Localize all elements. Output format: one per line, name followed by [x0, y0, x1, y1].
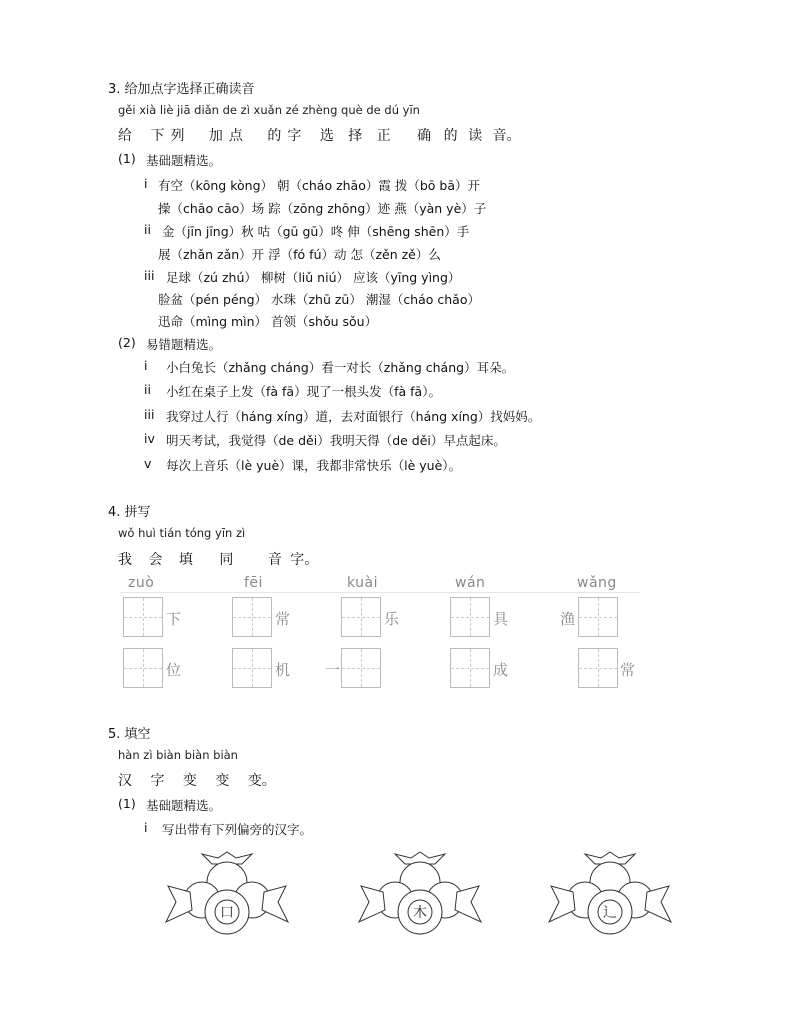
q4-title	[118, 549, 318, 569]
q5-sub1-num: (1)	[118, 796, 136, 811]
q3-err-num: iii	[144, 407, 155, 422]
q3-char: 确	[417, 128, 432, 144]
q3-char: 的字	[267, 128, 308, 144]
q3-sub1-title: 基础题精选。	[146, 153, 222, 168]
q3-err-num: v	[144, 456, 152, 471]
q3-row-line: 操（chāo cāo）场 踪（zōng zhōng）迹 燕（yàn yè）子	[158, 201, 487, 216]
radical-text: 口	[220, 905, 234, 921]
grid-pinyin: kuài	[347, 575, 379, 591]
q4-char: 会	[148, 552, 163, 568]
q3-err-num: ii	[144, 382, 151, 397]
radical-text: 木	[413, 905, 427, 921]
answer-box[interactable]	[450, 597, 490, 637]
radical-text: 辶	[603, 905, 617, 921]
q3-char: 下列	[150, 128, 191, 144]
grid-char: 机	[275, 661, 291, 679]
q5-char: 字	[150, 773, 165, 789]
q3-char: 音。	[492, 128, 521, 144]
grid-char: 常	[275, 610, 291, 628]
grid-char: 一	[325, 661, 341, 679]
q5-i-text: 写出带有下列偏旁的汉字。	[162, 822, 313, 837]
q3-sub1-num: (1)	[118, 151, 136, 166]
q3-row-line: 足球（zú zhú） 柳树（liǔ niú） 应该（yīng yìng）	[166, 270, 461, 285]
q3-row-line: 展（zhǎn zǎn）开 浮（fó fú）动 怎（zěn zě）么	[158, 247, 441, 262]
q3-sub2-title: 易错题精选。	[146, 337, 222, 352]
q5-char: 变。	[247, 773, 276, 789]
q4-char: 填	[178, 552, 193, 568]
answer-box[interactable]	[341, 597, 381, 637]
answer-box[interactable]	[232, 597, 272, 637]
q3-char: 的	[443, 128, 458, 144]
radical-flower-mu	[355, 850, 485, 940]
q3-row-num: ii	[144, 222, 151, 237]
radical-flower-kou	[162, 850, 292, 940]
q3-err-num: iv	[144, 431, 155, 446]
answer-box[interactable]	[123, 648, 163, 688]
q5-char: 汉	[118, 773, 132, 789]
q5-sub1-title: 基础题精选。	[146, 798, 222, 813]
q3-char: 择	[348, 128, 363, 144]
answer-box[interactable]	[232, 648, 272, 688]
q3-row-line: 金（jīn jīng）秋 咕（gū gū）咚 伸（shēng shēn）手	[162, 224, 470, 239]
q5-char: 变	[215, 773, 230, 789]
q4-char: 同	[219, 552, 234, 568]
q3-err-text: 我穿过人行（háng xíng）道，去对面银行（háng xíng）找妈妈。	[166, 409, 541, 424]
q3-char: 正	[376, 128, 391, 144]
answer-box[interactable]	[578, 597, 618, 637]
q3-row-num: iii	[144, 268, 155, 283]
q4-pinyin: wǒ huì tián tóng yīn zì	[118, 526, 246, 540]
answer-box[interactable]	[578, 648, 618, 688]
grid-char: 位	[166, 661, 182, 679]
grid-char: 下	[166, 610, 182, 628]
q3-row-line: 脸盆（pén péng） 水珠（zhū zū） 潮湿（cháo chǎo）	[158, 292, 480, 307]
q4-char: 音	[267, 552, 282, 568]
q3-err-text: 明天考试，我觉得（de děi）我明天得（de děi）早点起床。	[166, 433, 506, 448]
answer-box[interactable]	[450, 648, 490, 688]
grid-pinyin: wán	[455, 575, 486, 591]
pinyin-baseline	[120, 592, 640, 593]
grid-char: 常	[620, 661, 636, 679]
q3-err-text: 小白兔长（zhǎng cháng）看一对长（zhǎng cháng）耳朵。	[166, 360, 515, 375]
q3-char: 加点	[208, 128, 249, 144]
q5-heading: 5. 填空	[108, 727, 151, 742]
grid-char: 渔	[560, 610, 576, 628]
q5-i-num: i	[144, 820, 148, 835]
answer-box[interactable]	[341, 648, 381, 688]
q4-char: 字。	[290, 552, 319, 568]
q5-title	[118, 770, 276, 790]
q5-pinyin: hàn zì biàn biàn biàn	[118, 748, 238, 762]
answer-box[interactable]	[123, 597, 163, 637]
grid-pinyin: fēi	[244, 575, 263, 591]
q5-char: 变	[182, 773, 197, 789]
radical-flower-chuo	[545, 850, 675, 940]
q3-row-line: 有空（kōng kòng） 朝（cháo zhāo）霞 拨（bō bā）开	[158, 178, 480, 193]
q3-char: 给	[118, 128, 132, 144]
q4-heading: 4. 拼写	[108, 505, 151, 520]
q4-char: 我	[118, 552, 132, 568]
q3-sub2-num: (2)	[118, 335, 136, 350]
grid-char: 乐	[384, 610, 400, 628]
q3-char: 读	[468, 128, 483, 144]
q3-pinyin: gěi xià liè jiā diǎn de zì xuǎn zé zhèng què de dú yīn	[118, 103, 420, 117]
grid-pinyin: wǎng	[577, 575, 617, 591]
q3-row-line: 迅命（mìng mìn） 首领（shǒu sǒu）	[158, 314, 378, 329]
q3-char: 选	[319, 128, 334, 144]
grid-pinyin: zuò	[128, 575, 155, 591]
q3-err-text: 每次上音乐（lè yuè）课，我都非常快乐（lè yuè）。	[166, 458, 462, 473]
q3-title	[118, 125, 521, 145]
grid-char: 成	[493, 661, 509, 679]
q3-heading: 3. 给加点字选择正确读音	[108, 82, 255, 97]
q3-err-text: 小红在桌子上发（fà fā）现了一根头发（fà fā）。	[166, 384, 441, 399]
q3-row-num: i	[144, 176, 148, 191]
q3-err-num: i	[144, 358, 148, 373]
grid-char: 具	[493, 610, 509, 628]
